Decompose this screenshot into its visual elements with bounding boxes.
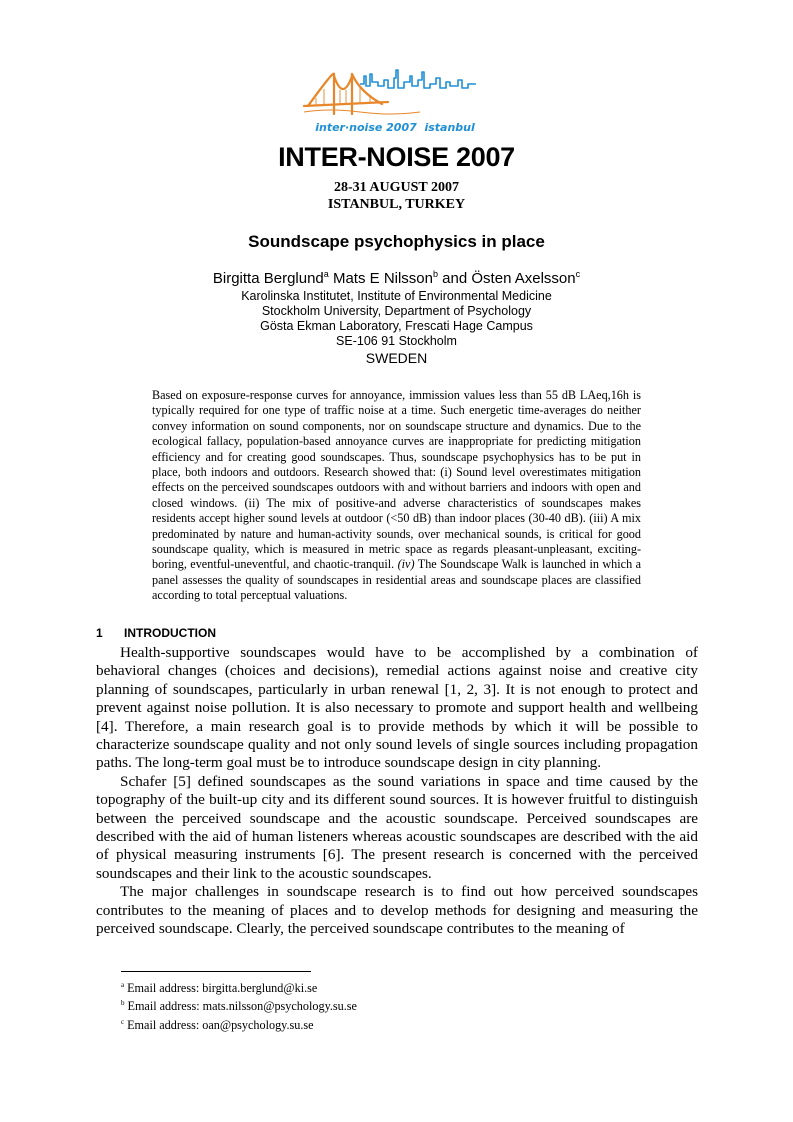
body-paragraph: The major challenges in soundscape research is to find out how perceived soundscapes contributes to the meaning of places and to develop methods for designing and measuring the perceived soundscape. Clearly, the perceived soundscape contributes to the meaning of [96, 883, 698, 938]
conference-logo [300, 62, 490, 138]
author-mark: a [323, 269, 329, 279]
section-heading [96, 626, 596, 640]
author-name: Birgitta Berglund [212, 270, 324, 287]
author-name: Östen Axelsson [471, 270, 576, 287]
footnote-mark: a [121, 981, 125, 989]
author-name: Mats E Nilsson [332, 270, 433, 287]
author-mark: c [575, 269, 581, 279]
abstract-italic: (iv) [397, 557, 415, 572]
affiliation-country: SWEDEN [365, 350, 428, 366]
section-body [96, 644, 698, 939]
conference-place: ISTANBUL, TURKEY [327, 197, 466, 212]
paper-title: Soundscape psychophysics in place [248, 232, 545, 251]
affiliation-line: SE-106 91 Stockholm [336, 334, 457, 348]
author-mark: b [433, 269, 439, 279]
logo-caption [300, 121, 490, 134]
bridge-skyline-icon [300, 62, 490, 122]
section-title: INTRODUCTION [124, 626, 216, 640]
section-number: 1 [96, 626, 103, 640]
footnote-separator [121, 971, 311, 972]
footnote [121, 1015, 621, 1033]
footnote-text: Email address: oan@psychology.su.se [127, 1018, 314, 1032]
footnote-mark: b [121, 999, 125, 1008]
body-paragraph: Health-supportive soundscapes would have to be accomplished by a combination of behavioral changes (choices and decisions), remedial actions against noise and creative city planning of soundscapes, particularly in urban renewal [1, 2, 3]. It is not enough to protect and prevent against noise pollution. It is also necessary to promote and support health and wellbeing [4]. Therefore, a main research goal is to provide methods by which it will be possible to characterize soundscape quality and not only sound levels of single sources including propagation paths. The long-term goal must be to introduce soundscape design in city planning. [96, 644, 698, 772]
footnote-text: Email address: mats.nilsson@psychology.su.se [127, 999, 357, 1014]
body-paragraph: Schafer [5] defined soundscapes as the sound variations in space and time caused by the topography of the built-up city and its different sound sources. It is however fruitful to distinguish between the perceived soundscape and the acoustic soundscape. Perceived soundscapes are described with the aid of human listeners whereas acoustic soundscapes are described with the aid of physical measuring instruments [6]. The present research is concerned with the perceived soundscapes and their link to the acoustic soundscapes. [96, 772, 698, 882]
author-list: Birgitta Berglund$^a$ Mats E Nilsson$^b$ and Östen Axelsson$^c$ [212, 269, 581, 287]
footnote-text: Email address: birgitta.berglund@ki.se [127, 981, 318, 996]
affiliation-line: Gösta Ekman Laboratory, Frescati Hage Campus [260, 319, 533, 333]
footnote [121, 978, 621, 996]
affiliation-line: Karolinska Institutet, Institute of Environmental Medicine [241, 289, 552, 303]
footnote-mark: c [121, 1017, 125, 1026]
footnote [121, 996, 621, 1014]
footnotes [121, 978, 621, 1033]
conference-title: INTER-NOISE 2007 [278, 142, 515, 172]
affiliation-line: Stockholm University, Department of Psychology [261, 304, 532, 318]
abstract [152, 388, 641, 604]
abstract-text: The Soundscape Walk is launched in which a panel assesses the quality of soundscapes in residential areas and soundscape places are classified according to total perceptual valuations. [152, 557, 642, 603]
logo-caption-city: istanbul [424, 121, 475, 134]
conference-date: 28-31 AUGUST 2007 [334, 180, 459, 195]
abstract-text: Based on exposure-response curves for annoyance, immission values less than 55 dB LAeq,16h is typically required for one type of traffic noise at a time. Such energetic time-averages do neither convey information on sound components, nor on soundscape structure and dynamics. Due to the ecological fallacy, population-based annoyance curves are inappropriate for predicting mitigation efficiency and for creating good soundscapes. Thus, soundscape psychophysics has to be put in place, both indoors and outdoors. Research showed that: (i) Sound level overestimates mitigation effects on the perceived soundscapes outdoors with and without barriers and indoors with open and closed windows. (ii) The mix of positive-and adverse characteristics of soundscapes makes residents accept higher sound levels at outdoor (<50 dB) than indoor places (30-40 dB). (iii) A mix predominated by nature and human-activity sounds, over mechanical sounds, is critical for good soundscape quality, which is measured in metric space as regards pleasant-unpleasant, exciting-boring, eventful-uneventful, and chaotic-tranquil. [152, 388, 641, 572]
logo-caption-main: inter·noise 2007 [315, 121, 417, 134]
